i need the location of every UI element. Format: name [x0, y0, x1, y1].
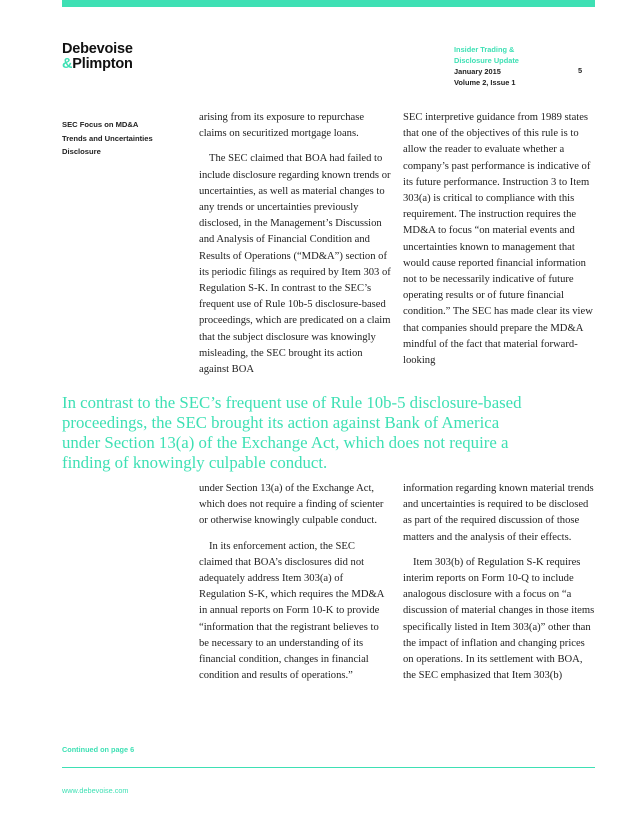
paragraph: under Section 13(a) of the Exchange Act, which does not require a finding of scienter or otherwise knowingly culpable conduct.	[199, 483, 384, 527]
body-column-bottom-left	[199, 481, 391, 693]
logo-line-1: Debevoise	[62, 41, 133, 57]
pull-quote: In contrast to the SEC’s frequent use of Rule 10b-5 disclosure-based proceedings, the SEC brought its action against Bank of America under Section 13(a) of the Exchange Act, which does not require a finding of knowingly culpable conduct.	[62, 393, 522, 472]
continued-link[interactable]: Continued on page 6	[62, 745, 135, 754]
issue-date: January 2015	[454, 67, 501, 76]
paragraph: SEC interpretive guidance from 1989 states that one of the objectives of this rule is to allow the reader to evaluate whether a company’s past performance is indicative of its future performance. Instruction 3 to Item 303(a) is critical to compliance with this requirement. The instruction requires the MD&A to focus “on material events and uncertainties known to management that would cause reported financial information not to be necessarily indicative of future operating results or of future financial condition.” The SEC has made clear its view that companies should prepare the MD&A mindful of the fact that material forward-looking	[403, 112, 593, 367]
top-accent-bar	[62, 0, 595, 7]
paragraph: The SEC claimed that BOA had failed to include disclosure regarding known trends or uncertainties, as well as material changes to any trends or uncertainties previously disclosed, in the Management’s Discussion and Analysis of Financial Condition and Results of Operations (“MD&A”) section of its periodic filings as required by Item 303 of Regulation S-K. In contrast to the SEC’s frequent use of Rule 10b-5 disclosure-based proceedings, which are predicated on a claim that the subject disclosure was knowingly misleading, the SEC brought its action against BOA	[199, 153, 391, 376]
volume-issue: Volume 2, Issue 1	[454, 78, 516, 87]
paragraph: information regarding known material trends and uncertainties is required to be disclosed as part of the required discussion of those matters and the analysis of their effects.	[403, 483, 594, 543]
page-number: 5	[578, 66, 583, 75]
body-column-top-left	[199, 110, 391, 387]
logo-line-2	[62, 57, 133, 72]
footer-url-link[interactable]: www.debevoise.com	[62, 786, 129, 795]
publication-info	[454, 44, 519, 88]
body-column-bottom-right	[403, 481, 595, 693]
section-label-line-1: SEC Focus on MD&A	[62, 120, 139, 129]
publication-title-line-2: Disclosure Update	[454, 56, 519, 65]
paragraph: arising from its exposure to repurchase claims on securitized mortgage loans.	[199, 112, 365, 140]
body-column-top-right	[403, 110, 595, 378]
paragraph: In its enforcement action, the SEC claimed that BOA’s disclosures did not adequately address Item 303(a) of Regulation S-K, which requires the MD&A in annual reports on Form 10-K to provide “information that the registrant believes to be necessary to an understanding of its financial condition, changes in financial condition and results of operations.”	[199, 540, 384, 682]
logo-ampersand: &	[62, 56, 73, 72]
firm-logo	[62, 42, 133, 72]
section-label-line-3: Disclosure	[62, 147, 101, 156]
section-label	[62, 118, 182, 159]
publication-title-line-1: Insider Trading &	[454, 45, 515, 54]
section-label-line-2: Trends and Uncertainties	[62, 133, 153, 143]
footer-divider	[62, 767, 595, 768]
paragraph: Item 303(b) of Regulation S-K requires interim reports on Form 10-Q to include analogous disclosure with a focus on “a discussion of material changes in those items specifically listed in Item 303(a)” other than the impact of inflation and changing prices on operations. In its settlement with BOA, the SEC emphasized that Item 303(b)	[403, 556, 595, 682]
logo-line-2-text: Plimpton	[72, 56, 133, 72]
